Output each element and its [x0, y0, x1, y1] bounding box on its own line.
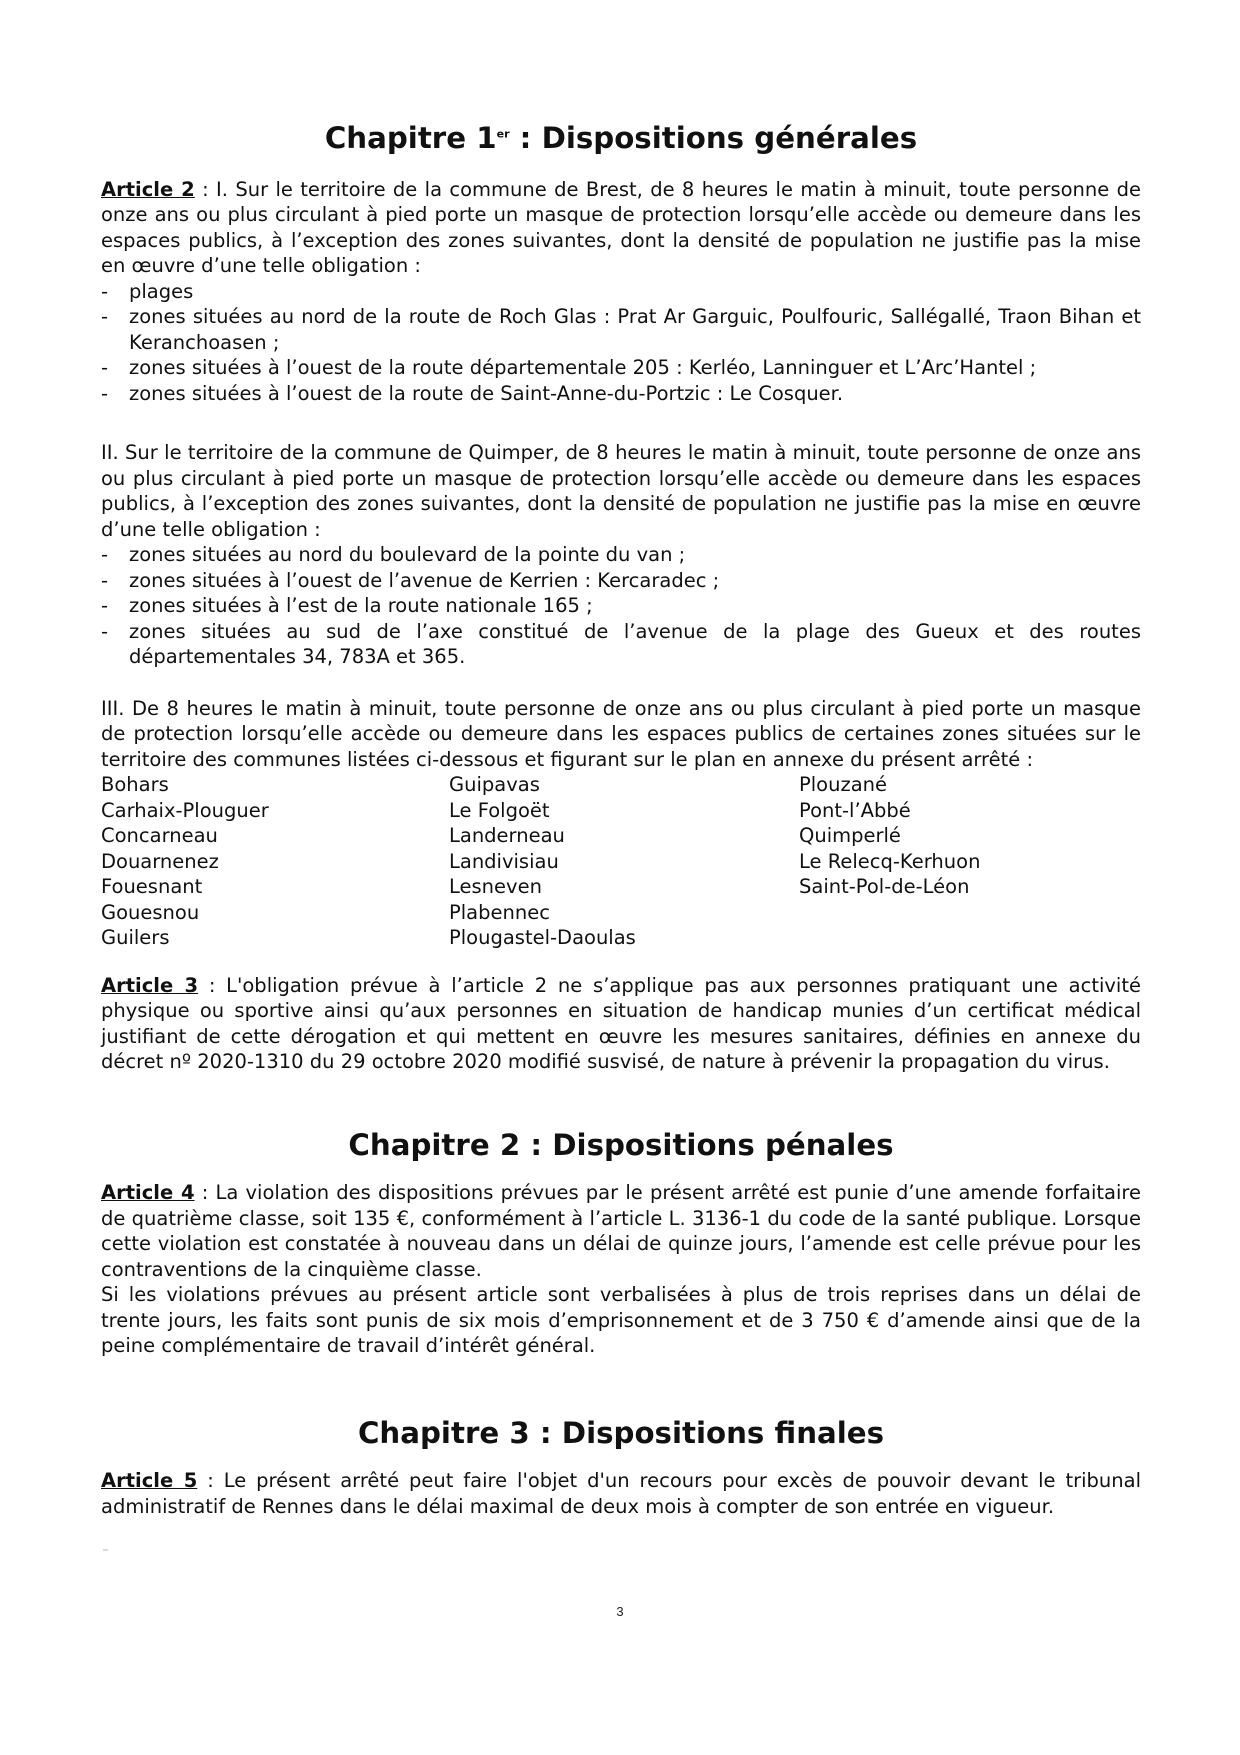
article-3-label: Article 3	[101, 973, 199, 997]
article-2-section-1-intro: : I. Sur le territoire de la commune de Brest, de 8 heures le matin à minuit, toute personne de onze ans ou plus circulant à pied porte un masque de protection lorsqu’elle accède ou demeure dans les espaces publics, à l’exception des zones suivantes, dont la densité de population ne justifie pas la mise en œuvre d’une telle obligation :	[101, 177, 1141, 277]
page-number: 3	[616, 1604, 624, 1619]
article-4-label: Article 4	[101, 1181, 195, 1204]
commune-name: Plabennec	[449, 900, 550, 924]
article-4-text-2: Si les violations prévues au présent article sont verbalisées à plus de trois reprises dans un délai de trente jours, les faits sont punis de six mois d’emprisonnement et de 3 750 € d’amende ainsi que de la peine complémentaire de travail d’intérêt général.	[101, 1283, 1141, 1357]
commune-name: Saint-Pol-de-Léon	[799, 875, 970, 898]
list-item: - zones situées à l’est de la route nationale 165 ;	[101, 593, 1141, 619]
commune-name: Fouesnant	[101, 875, 203, 898]
commune-name: Le Folgoët	[449, 798, 550, 822]
article-2-section-1-list	[101, 279, 1141, 407]
chapter-1-title-prefix: Chapitre 1	[324, 121, 497, 155]
commune-name: Plougastel-Daoulas	[449, 926, 636, 949]
article-2-section-3-intro: III. De 8 heures le matin à minuit, toute personne de onze ans ou plus circulant à pied porte un masque de protection lorsqu’elle accède ou demeure dans les espaces publics de certaines zones situées sur le territoire des communes listées ci-dessous et figurant sur le plan en annexe du présent arrêté :	[101, 696, 1141, 771]
list-item: - zones situées à l’ouest de la route départementale 205 : Kerléo, Lanninguer et L’Arc’Hantel ;	[101, 355, 1141, 381]
list-item: - zones situées à l’ouest de l’avenue de Kerrien : Kercaradec ;	[101, 568, 1141, 594]
article-2	[101, 177, 1141, 951]
article-3-body: : L'obligation prévue à l’article 2 ne s’applique pas aux personnes pratiquant une activité physique ou sportive ainsi qu’aux personnes en situation de handicap munies d’un certificat médical justifiant de cette dérogation et qui mettent en œuvre les mesures sanitaires, définies en annexe du décret nº 2020-1310 du 29 octobre 2020 modifié susvisé, de nature à prévenir la propagation du virus.	[101, 973, 1141, 1073]
article-3	[101, 973, 1141, 1075]
article-4-body-1: : La violation des dispositions prévues par le présent arrêté est punie d’une amende forfaitaire de quatrième classe, soit 135 €, conformément à l’article L. 3136-1 du code de la santé publique. Lorsque cette violation est constatée à nouveau dans un délai de quinze jours, l’amende est celle prévue pour les contraventions de la cinquième classe.	[101, 1181, 1141, 1281]
document-body	[101, 121, 1141, 1519]
article-2-section-2-list	[101, 542, 1141, 670]
commune-name: Carhaix-Plouguer	[101, 798, 269, 822]
article-5	[101, 1468, 1141, 1519]
commune-name: Bohars	[101, 773, 169, 796]
article-3-text	[101, 973, 1141, 1075]
article-2-section-2-intro: II. Sur le territoire de la commune de Quimper, de 8 heures le matin à minuit, toute personne de onze ans ou plus circulant à pied porte un masque de protection lorsqu’elle accède ou demeure dans les espaces publics, à l’exception des zones suivantes, dont la densité de population ne justifie pas la mise en œuvre d’une telle obligation :	[101, 441, 1141, 541]
communes-column-2	[449, 772, 799, 951]
article-5-text	[101, 1468, 1141, 1519]
commune-name: Landivisiau	[449, 849, 559, 873]
article-2-label: Article 2	[101, 177, 195, 201]
commune-name: Gouesnou	[101, 900, 200, 924]
commune-name: Concarneau	[101, 824, 218, 847]
article-4	[101, 1180, 1141, 1359]
article-5-label: Article 5	[101, 1469, 198, 1492]
communes-list	[101, 772, 1141, 951]
commune-name: Le Relecq-Kerhuon	[799, 849, 981, 873]
list-item: - zones situées à l’ouest de la route de Saint-Anne-du-Portzic : Le Cosquer.	[101, 381, 1141, 407]
list-item: - zones situées au sud de l’axe constitué de l’avenue de la plage des Gueux et des routes départementales 34, 783A et 365.	[101, 619, 1141, 670]
list-item: - zones situées au nord de la route de Roch Glas : Prat Ar Garguic, Poulfouric, Sallégallé, Traon Bihan et Keranchoasen ;	[101, 304, 1141, 355]
list-item: - plages	[101, 279, 1141, 305]
commune-name: Quimperlé	[799, 824, 901, 847]
commune-name: Landerneau	[449, 824, 565, 847]
commune-name: Douarnenez	[101, 849, 219, 873]
commune-name: Pont-l’Abbé	[799, 798, 911, 822]
scan-mark	[103, 1549, 108, 1551]
communes-column-1	[101, 772, 449, 951]
chapter-1-title	[101, 121, 1141, 155]
commune-name: Plouzané	[799, 773, 888, 796]
list-item: - zones situées au nord du boulevard de la pointe du van ;	[101, 542, 1141, 568]
article-4-text-1	[101, 1180, 1141, 1282]
commune-name: Lesneven	[449, 875, 542, 898]
communes-column-3	[799, 772, 1099, 951]
chapter-1-title-suffix: : Dispositions générales	[509, 121, 918, 155]
article-5-body: : Le présent arrêté peut faire l'objet d'un recours pour excès de pouvoir devant le tribunal administratif de Rennes dans le délai maximal de deux mois à compter de son entrée en vigueur.	[101, 1469, 1141, 1518]
chapter-1-title-sup: er	[496, 127, 510, 141]
article-2-intro	[101, 177, 1141, 279]
chapter-3-title: Chapitre 3 : Dispositions finales	[357, 1415, 885, 1450]
chapter-2-title: Chapitre 2 : Dispositions pénales	[348, 1127, 894, 1162]
commune-name: Guipavas	[449, 773, 540, 796]
commune-name: Guilers	[101, 926, 170, 949]
